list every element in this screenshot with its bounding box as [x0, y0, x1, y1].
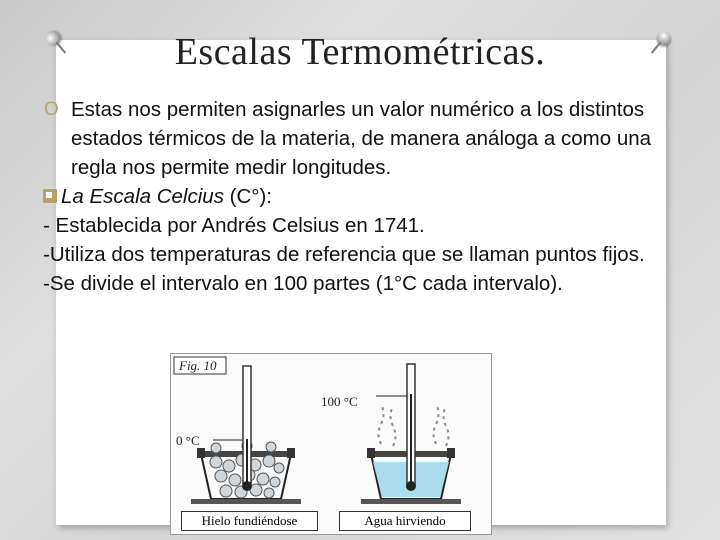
right-temp-label: 100 °C [321, 394, 358, 409]
right-caption: Agua hirviendo [339, 511, 471, 531]
figure-drawing [171, 354, 491, 534]
thermometer-figure [170, 353, 492, 535]
line-fixed-points: -Utiliza dos temperaturas de referencia que se llaman puntos fijos. [43, 243, 645, 266]
intro-text: Estas nos permiten asignarles un valor numérico a los distintos estados térmicos de la materia, de manera análoga a como una regla nos permite medir longitudes. [71, 98, 652, 179]
celsius-heading: La Escala Celcius [61, 185, 224, 208]
line-interval: -Se divide el intervalo en 100 partes (1°C cada intervalo). [43, 272, 563, 295]
slide-content [43, 95, 693, 298]
celsius-bullet [43, 182, 693, 211]
figure-label: Fig. 10 [179, 358, 217, 373]
intro-bullet [43, 95, 693, 182]
slide-title: Escalas Termométricas. [174, 31, 546, 73]
line-established: - Establecida por Andrés Celsius en 1741. [43, 214, 425, 237]
left-temp-label: 0 °C [176, 433, 200, 448]
square-bullet-icon [43, 189, 57, 203]
left-caption: Hielo fundiéndose [181, 511, 318, 531]
circle-bullet-icon: O [44, 99, 59, 120]
celsius-unit: (C°): [223, 185, 272, 208]
